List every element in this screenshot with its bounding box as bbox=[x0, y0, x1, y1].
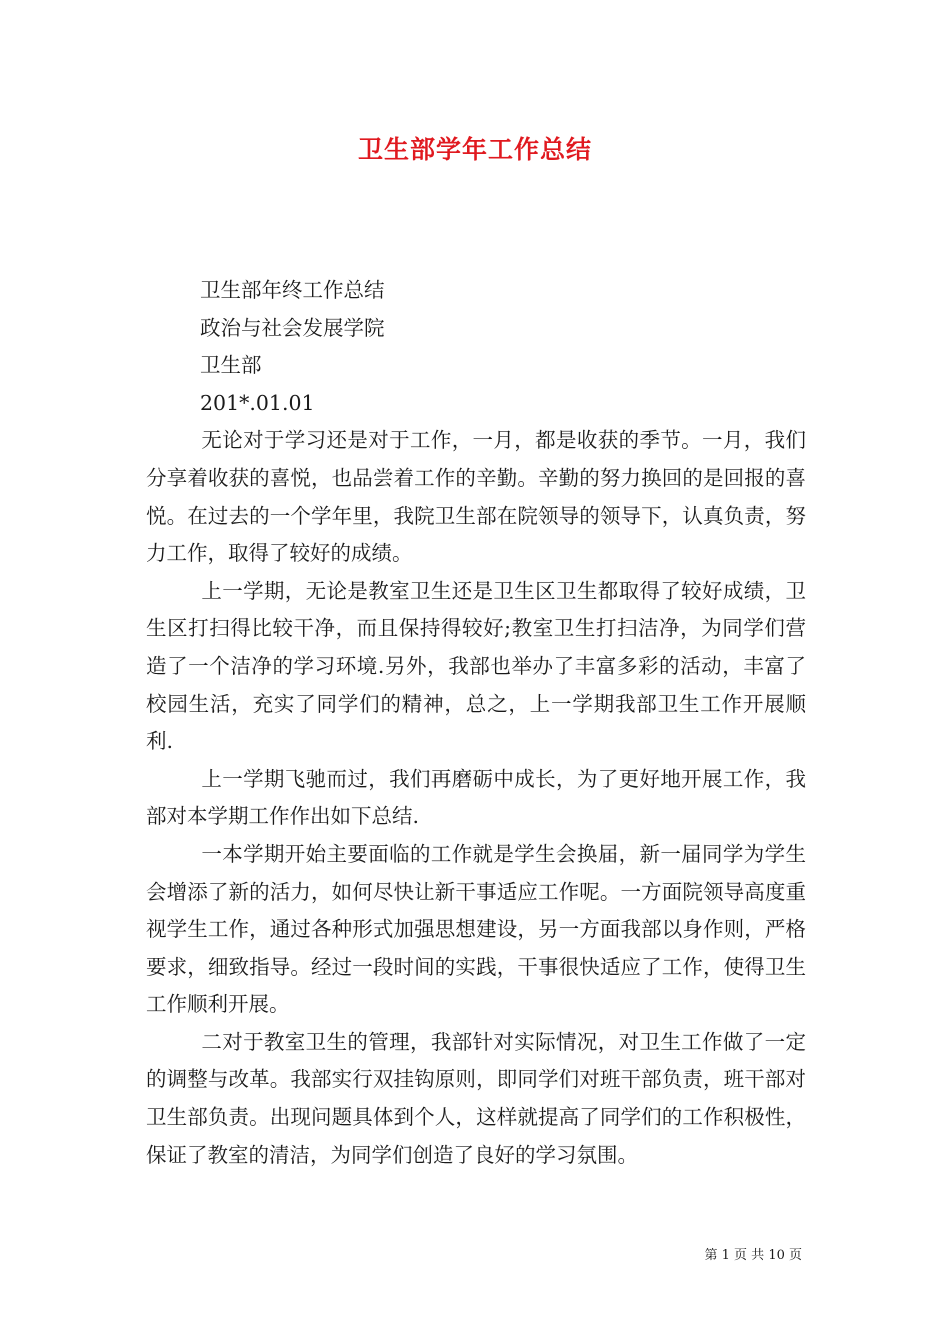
paragraph: 二对于教室卫生的管理，我部针对实际情况，对卫生工作做了一定的调整与改革。我部实行双挂钩原则，即同学们对班干部负责，班干部对卫生部负责。出现问题具体到个人，这样就提高了同学们的工作积极性，保证了教室的清洁，为同学们创造了良好的学习氛围。 bbox=[146, 1029, 806, 1167]
paragraph: 一本学期开始主要面临的工作就是学生会换届，新一届同学为学生会增添了新的活力，如何尽快让新干事适应工作呢。一方面院领导高度重视学生工作，通过各种形式加强思想建设，另一方面我部以身作则，严格要求，细致指导。经过一段时间的实践，干事很快适应了工作，使得卫生工作顺利开展。 bbox=[146, 841, 806, 1017]
page-title: 卫生部学年工作总结 bbox=[357, 135, 592, 164]
header-line-college: 政治与社会发展学院 bbox=[200, 315, 385, 340]
document-body bbox=[146, 272, 806, 1174]
header-line-date: 201*.01.01 bbox=[200, 390, 315, 415]
paragraph: 上一学期，无论是教室卫生还是卫生区卫生都取得了较好成绩，卫生区打扫得比较干净，而且保持得较好;教室卫生打扫洁净，为同学们营造了一个洁净的学习环境.另外，我部也举办了丰富多彩的活动，丰富了校园生活，充实了同学们的精神，总之，上一学期我部卫生工作开展顺利. bbox=[146, 578, 806, 754]
paragraph: 无论对于学习还是对于工作，一月，都是收获的季节。一月，我们分享着收获的喜悦，也品尝着工作的辛勤。辛勤的努力换回的是回报的喜悦。在过去的一个学年里，我院卫生部在院领导的领导下，认真负责，努力工作，取得了较好的成绩。 bbox=[146, 428, 806, 566]
header-line-department: 卫生部 bbox=[200, 353, 262, 378]
page-number-footer: 第 1 页 共 10 页 bbox=[704, 1248, 802, 1263]
paragraph: 上一学期飞驰而过，我们再磨砺中成长，为了更好地开展工作，我部对本学期工作作出如下总结. bbox=[146, 766, 806, 829]
header-line-report-name: 卫生部年终工作总结 bbox=[200, 278, 385, 302]
